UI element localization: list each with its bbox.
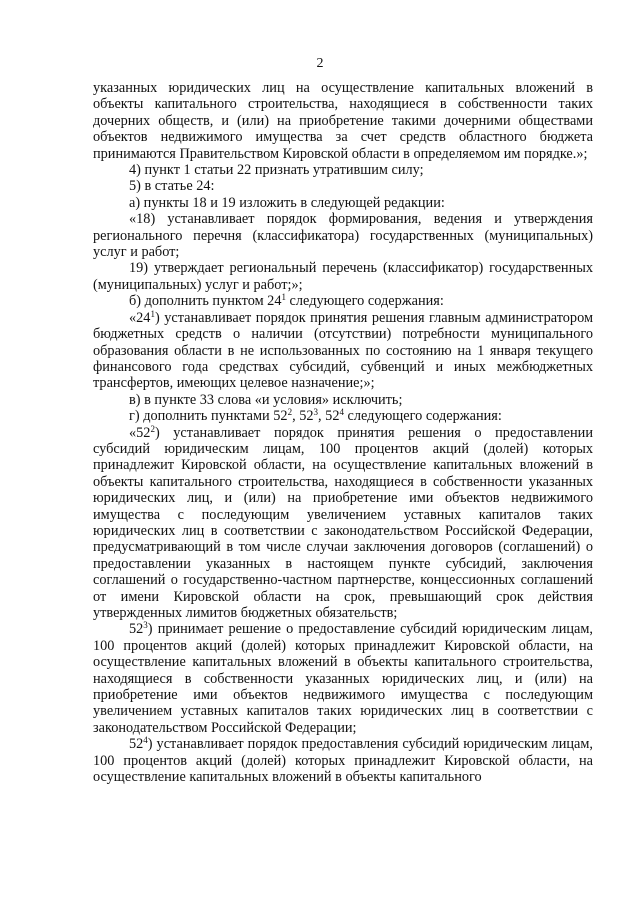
paragraph: г) дополнить пунктами $52^2$, $52^3$, $52^4$ следующего содержания:: [129, 407, 502, 425]
paragraph: 5) в статье 24:: [129, 178, 215, 195]
paragraph: «18) устанавливает порядок формирования, ведения и утверждения регионального перечня (классификатора) государственных (муниципальных) услуг и работ;: [93, 211, 593, 261]
paragraph: $52^4$) устанавливает порядок предоставления субсидий юридическим лицам, 100 процентов акций (долей) которых принадлежит Кировской области, на осуществление капитальных вложений в объекты капитального: [93, 735, 593, 786]
paragraph: б) дополнить пунктом $24^1$ следующего содержания:: [129, 292, 444, 310]
paragraph: «$52^2$) устанавливает порядок принятия решения о предоставлении субсидий юридическим лицам, 100 процентов акций (долей) которых принадлежит Кировской области, на осуществление капитальных вложений в объекты капитального строительства, находящиеся в собственности указанных юридических лиц, и (или) на приобретение ими объектов недвижимого имущества с последующим увеличением уставных капиталов таких юридических лиц в соответствии с законодательством Российской Федерации, предусматривающий в том числе случаи заключения договоров (соглашений) о предоставлении указанных в настоящем пункте субсидий, заключения соглашений о государственно-частном партнерстве, концессионных соглашений от имени Кировской области на срок, превышающий срок действия утвержденных лимитов бюджетных обязательств;: [93, 423, 593, 621]
paragraph: 19) утверждает региональный перечень (классификатор) государственных (муниципальных) услуг и работ;»;: [93, 260, 593, 293]
paragraph: $52^3$) принимает решение о предоставление субсидий юридическим лицам, 100 процентов акций (долей) которых принадлежит Кировской области, на осуществление капитальных вложений в объекты капитального строительства, находящиеся в собственности указанных юридических лиц, и (или) на приобретение ими объектов недвижимого имущества с последующим увеличением уставных капиталов таких юридических лиц в соответствии с законодательством Российской Федерации;: [93, 620, 593, 736]
paragraph: «$24^1$) устанавливает порядок принятия решения главным администратором бюджетных средств о наличии (отсутствии) потребности муниципального образования области в не использованных по состоянию на 1 января текущего финансового года средствах субсидий, субвенций и иных межбюджетных трансфертов, имеющих целевое назначение;»;: [93, 308, 593, 392]
paragraph: а) пункты 18 и 19 изложить в следующей редакции:: [129, 194, 445, 211]
document-body: [93, 80, 593, 785]
paragraph: 4) пункт 1 статьи 22 признать утратившим силу;: [129, 162, 424, 179]
page-number: 2: [316, 56, 324, 71]
paragraph: указанных юридических лиц на осуществление капитальных вложений в объекты капитального строительства, находящиеся в собственности таких дочерних обществ, и (или) на приобретение такими дочерними обществами объектов недвижимого имущества за счет средств областного бюджета принимаются Правительством Кировской области в определяемом им порядке.»;: [93, 80, 593, 162]
paragraph: в) в пункте 33 слова «и условия» исключить;: [129, 391, 403, 408]
